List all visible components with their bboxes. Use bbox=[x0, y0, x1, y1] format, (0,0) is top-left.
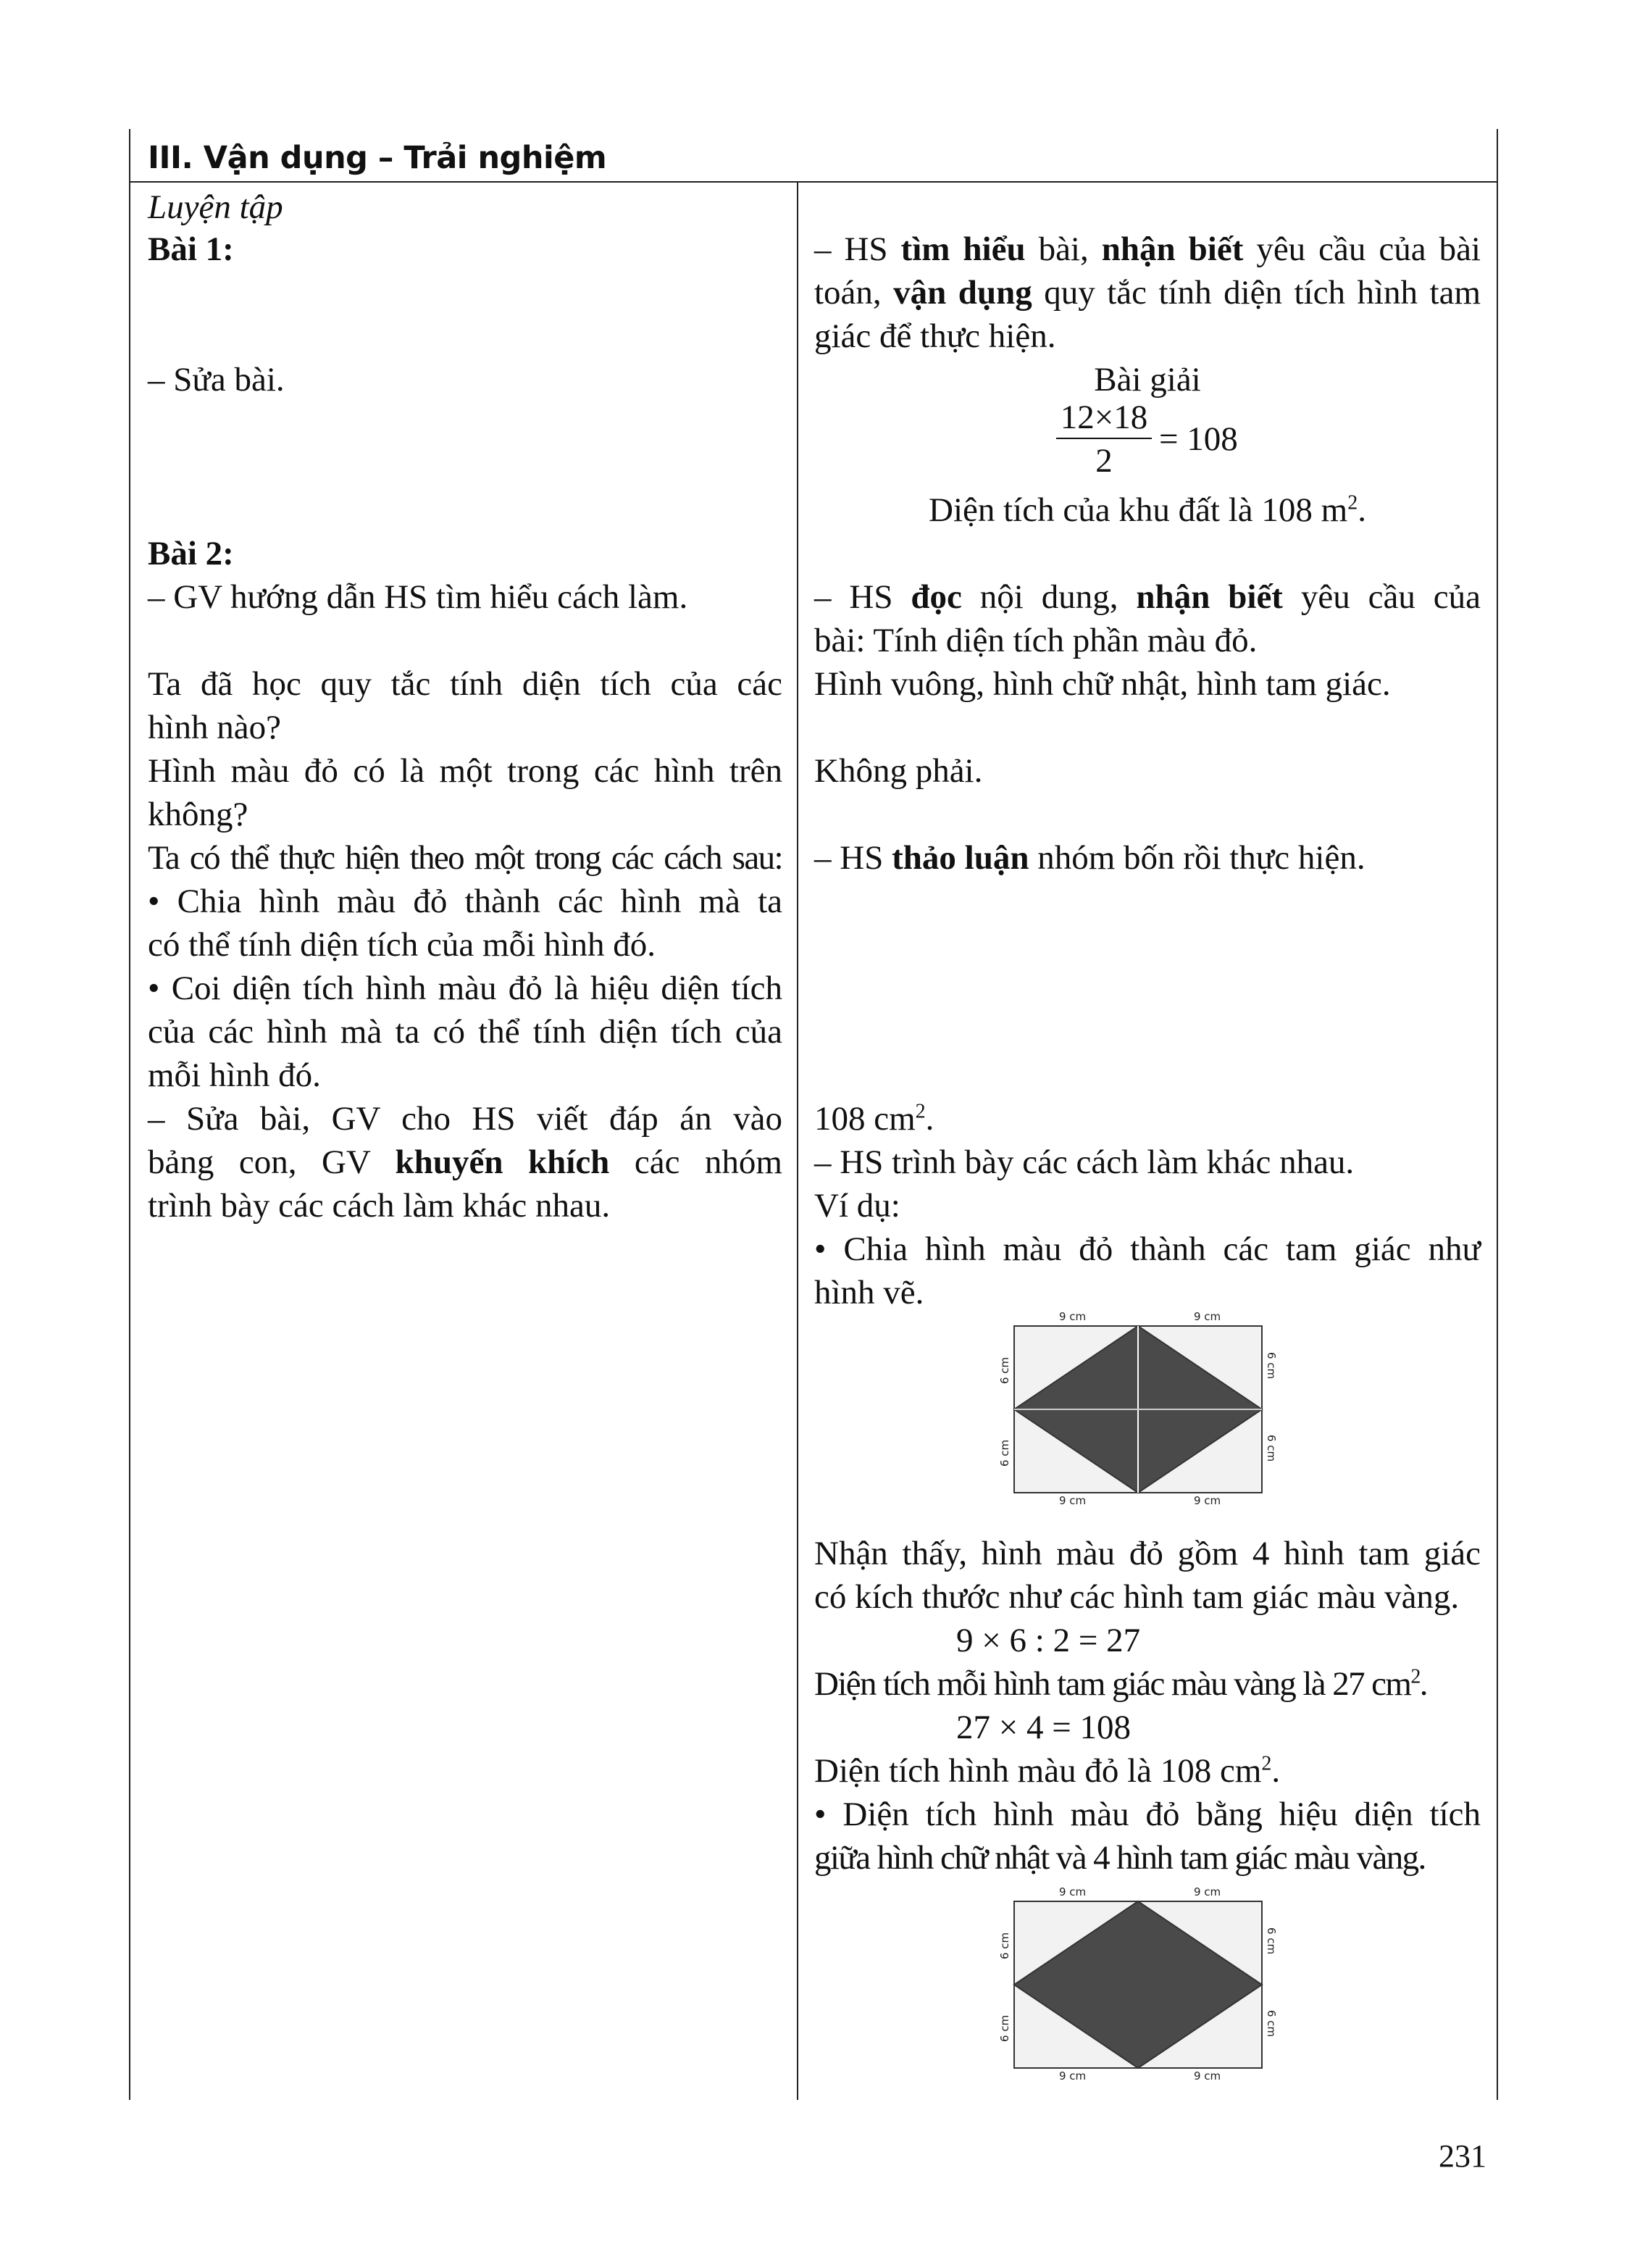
table-header-rule bbox=[129, 181, 1498, 183]
height-label-left-top: 6 cm bbox=[998, 1356, 1011, 1384]
section-title: III. Vận dụng – Trải nghiệm bbox=[148, 140, 607, 176]
ex2-response-line-2: bài: Tính diện tích phần màu đỏ. bbox=[814, 622, 1258, 659]
height-label-right-top: 6 cm bbox=[1265, 1352, 1278, 1380]
width-label-bottom-right: 9 cm bbox=[1194, 1494, 1221, 1504]
ex2-response-line-1: – HS đọc nội dung, nhận biết yêu cầu của bbox=[814, 578, 1481, 616]
height-label-right-top: 6 cm bbox=[1265, 1927, 1278, 1955]
not-answer: Không phải. bbox=[814, 752, 983, 790]
width-label-bottom-left: 9 cm bbox=[1059, 2069, 1087, 2080]
method-2-line-1: • Coi diện tích hình màu đỏ là hiệu diện tích bbox=[148, 970, 782, 1007]
shapes-answer: Hình vuông, hình chữ nhật, hình tam giác. bbox=[814, 665, 1391, 703]
width-label-top-left: 9 cm bbox=[1059, 1310, 1087, 1323]
land-area-result: Diện tích của khu đất là 108 $m^2$. bbox=[929, 491, 1366, 529]
discussion-line: – HS thảo luận nhóm bốn rồi thực hiện. bbox=[814, 839, 1365, 877]
width-label-top-right: 9 cm bbox=[1194, 1310, 1221, 1323]
present-methods: – HS trình bày các cách làm khác nhau. bbox=[814, 1143, 1355, 1181]
width-label-bottom-right: 9 cm bbox=[1194, 2069, 1221, 2080]
fix-exercise-2-line-1: – Sửa bài, GV cho HS viết đáp án vào bbox=[148, 1100, 782, 1138]
table-column-divider bbox=[797, 183, 798, 2100]
teacher-guidance: – GV hướng dẫn HS tìm hiểu cách làm. bbox=[148, 578, 688, 616]
fraction-numerator: 12×18 bbox=[1060, 399, 1148, 436]
yellow-triangle-area: Diện tích mỗi hình tam giác màu vàng là 27 $cm^2$. bbox=[814, 1665, 1427, 1703]
question-1-line-1: Ta đã học quy tắc tính diện tích của các bbox=[148, 665, 782, 703]
fix-exercise-2-line-3: trình bày các cách làm khác nhau. bbox=[148, 1187, 611, 1225]
example-2-line-1: • Diện tích hình màu đỏ bằng hiệu diện tích bbox=[814, 1796, 1481, 1833]
diagram-1-svg bbox=[992, 1304, 1282, 1504]
answer-108: 108 $cm^2$. bbox=[814, 1100, 934, 1138]
observation-line-2: có kích thước như các hình tam giác màu vàng. bbox=[814, 1578, 1460, 1616]
example-2-line-2: giữa hình chữ nhật và 4 hình tam giác màu vàng. bbox=[814, 1839, 1426, 1877]
table-right-border bbox=[1497, 129, 1498, 2100]
fraction-formula bbox=[814, 396, 1481, 486]
exercise-2-heading: Bài 2: bbox=[148, 535, 234, 572]
diagram-difference bbox=[992, 1880, 1282, 2083]
question-2-line-1: Hình màu đỏ có là một trong các hình trên bbox=[148, 752, 782, 790]
method-2-line-3: mỗi hình đó. bbox=[148, 1056, 321, 1094]
ex1-response-line-2: toán, vận dụng quy tắc tính diện tích hình tam bbox=[814, 274, 1481, 312]
method-2-line-2: của các hình mà ta có thể tính diện tích của bbox=[148, 1013, 782, 1051]
method-1-line-1: • Chia hình màu đỏ thành các hình mà ta bbox=[148, 883, 782, 920]
height-label-left-bottom: 6 cm bbox=[998, 1439, 1011, 1467]
height-label-right-bottom: 6 cm bbox=[1265, 1435, 1278, 1462]
width-label-top-left: 9 cm bbox=[1059, 1885, 1087, 1898]
width-label-bottom-left: 9 cm bbox=[1059, 1494, 1087, 1504]
fraction-result: = 108 bbox=[1159, 420, 1238, 458]
height-label-left-top: 6 cm bbox=[998, 1932, 1011, 1959]
width-label-top-right: 9 cm bbox=[1194, 1885, 1221, 1898]
height-label-left-bottom: 6 cm bbox=[998, 2014, 1011, 2042]
exercise-1-heading: Bài 1: bbox=[148, 230, 234, 268]
methods-intro: Ta có thể thực hiện theo một trong các cách sau: bbox=[148, 839, 782, 877]
page-number: 231 bbox=[1439, 2138, 1486, 2174]
practice-heading: Luyện tập bbox=[148, 188, 283, 226]
question-1-line-2: hình nào? bbox=[148, 709, 282, 746]
fix-exercise-1: – Sửa bài. bbox=[148, 361, 285, 399]
example-1-line-1: • Chia hình màu đỏ thành các tam giác như bbox=[814, 1230, 1481, 1268]
height-label-right-bottom: 6 cm bbox=[1265, 2010, 1278, 2038]
ex1-response-line-1: – HS tìm hiểu bài, nhận biết yêu cầu của bài bbox=[814, 230, 1481, 268]
table-left-border bbox=[129, 129, 130, 2100]
question-2-line-2: không? bbox=[148, 796, 248, 833]
fraction-denominator: 2 bbox=[1095, 442, 1113, 480]
example-1-line-2: hình vẽ. bbox=[814, 1274, 924, 1312]
calculation-1: 9 × 6 : 2 = 27 bbox=[956, 1622, 1141, 1659]
solution-title: Bài giải bbox=[1094, 361, 1201, 399]
diagram-2-svg bbox=[992, 1880, 1282, 2080]
calculation-2: 27 × 4 = 108 bbox=[956, 1709, 1132, 1746]
method-1-line-2: có thể tính diện tích của mỗi hình đó. bbox=[148, 926, 656, 964]
diagram-split-triangles bbox=[992, 1304, 1282, 1508]
red-shape-area: Diện tích hình màu đỏ là 108 $cm^2$. bbox=[814, 1752, 1281, 1790]
fix-exercise-2-line-2: bảng con, GV khuyến khích các nhóm bbox=[148, 1143, 782, 1181]
observation-line-1: Nhận thấy, hình màu đỏ gồm 4 hình tam giác bbox=[814, 1535, 1481, 1572]
ex1-response-line-3: giác để thực hiện. bbox=[814, 317, 1056, 355]
example-label: Ví dụ: bbox=[814, 1187, 900, 1225]
